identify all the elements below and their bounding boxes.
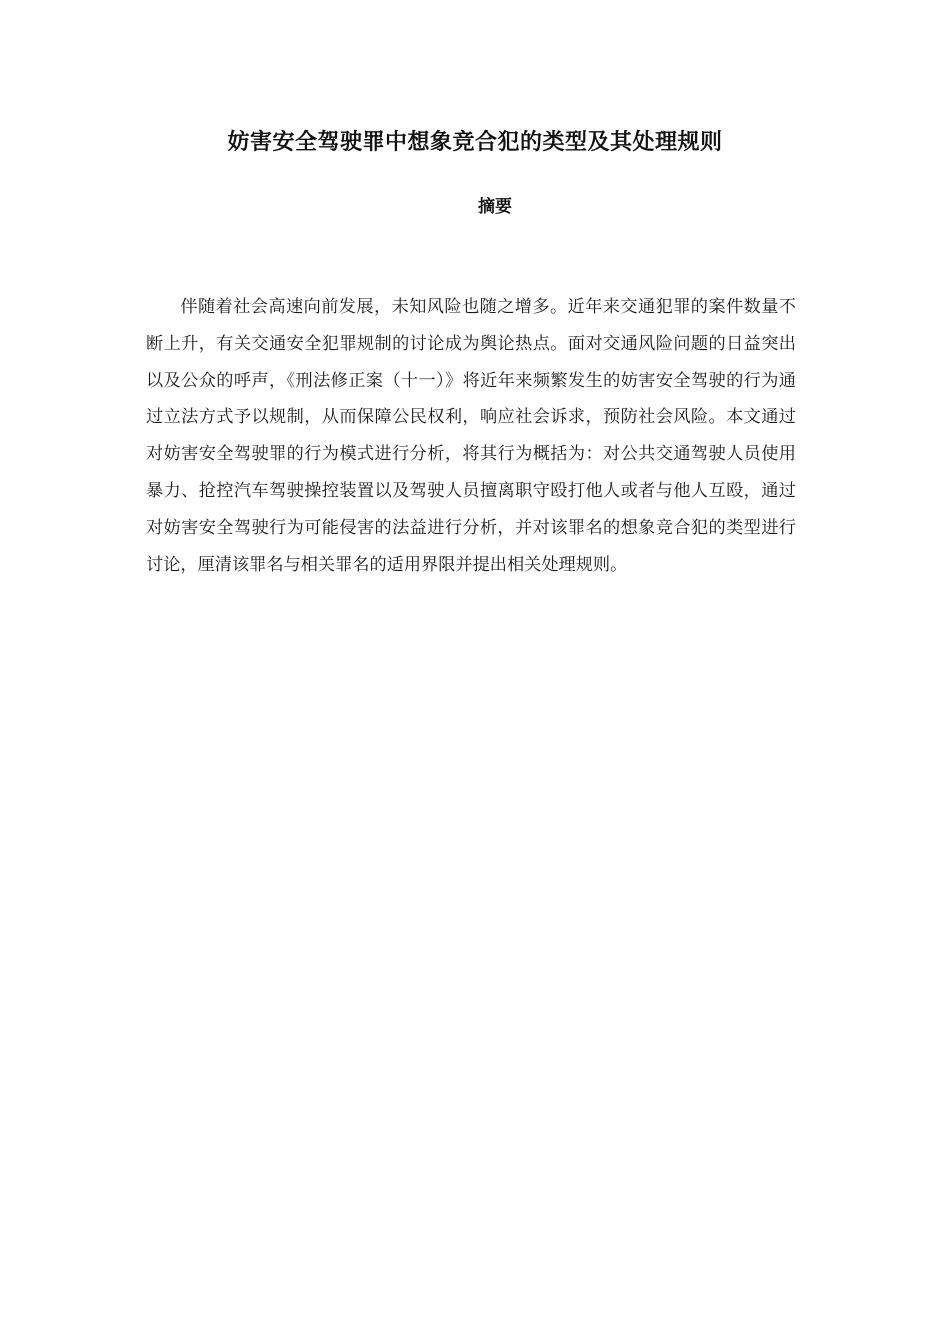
abstract-heading: 摘要: [478, 197, 512, 217]
document-title: 妨害安全驾驶罪中想象竞合犯的类型及其处理规则: [227, 130, 723, 155]
abstract-paragraph: 伴随着社会高速向前发展，未知风险也随之增多。近年来交通犯罪的案件数量不断上升，有关交通安全犯罪规制的讨论成为舆论热点。面对交通风险问题的日益突出以及公众的呼声，《刑法修正案（十一）》将近年来频繁发生的妨害安全驾驶的行为通过立法方式予以规制，从而保障公民权利，响应社会诉求，预防社会风险。本文通过对妨害安全驾驶罪的行为模式进行分析，将其行为概括为：对公共交通驾驶人员使用暴力、抢控汽车驾驶操控装置以及驾驶人员擅离职守殴打他人或者与他人互殴，通过对妨害安全驾驶行为可能侵害的法益进行分析，并对该罪名的想象竞合犯的类型进行讨论，厘清该罪名与相关罪名的适用界限并提出相关处理规则。: [146, 297, 796, 575]
